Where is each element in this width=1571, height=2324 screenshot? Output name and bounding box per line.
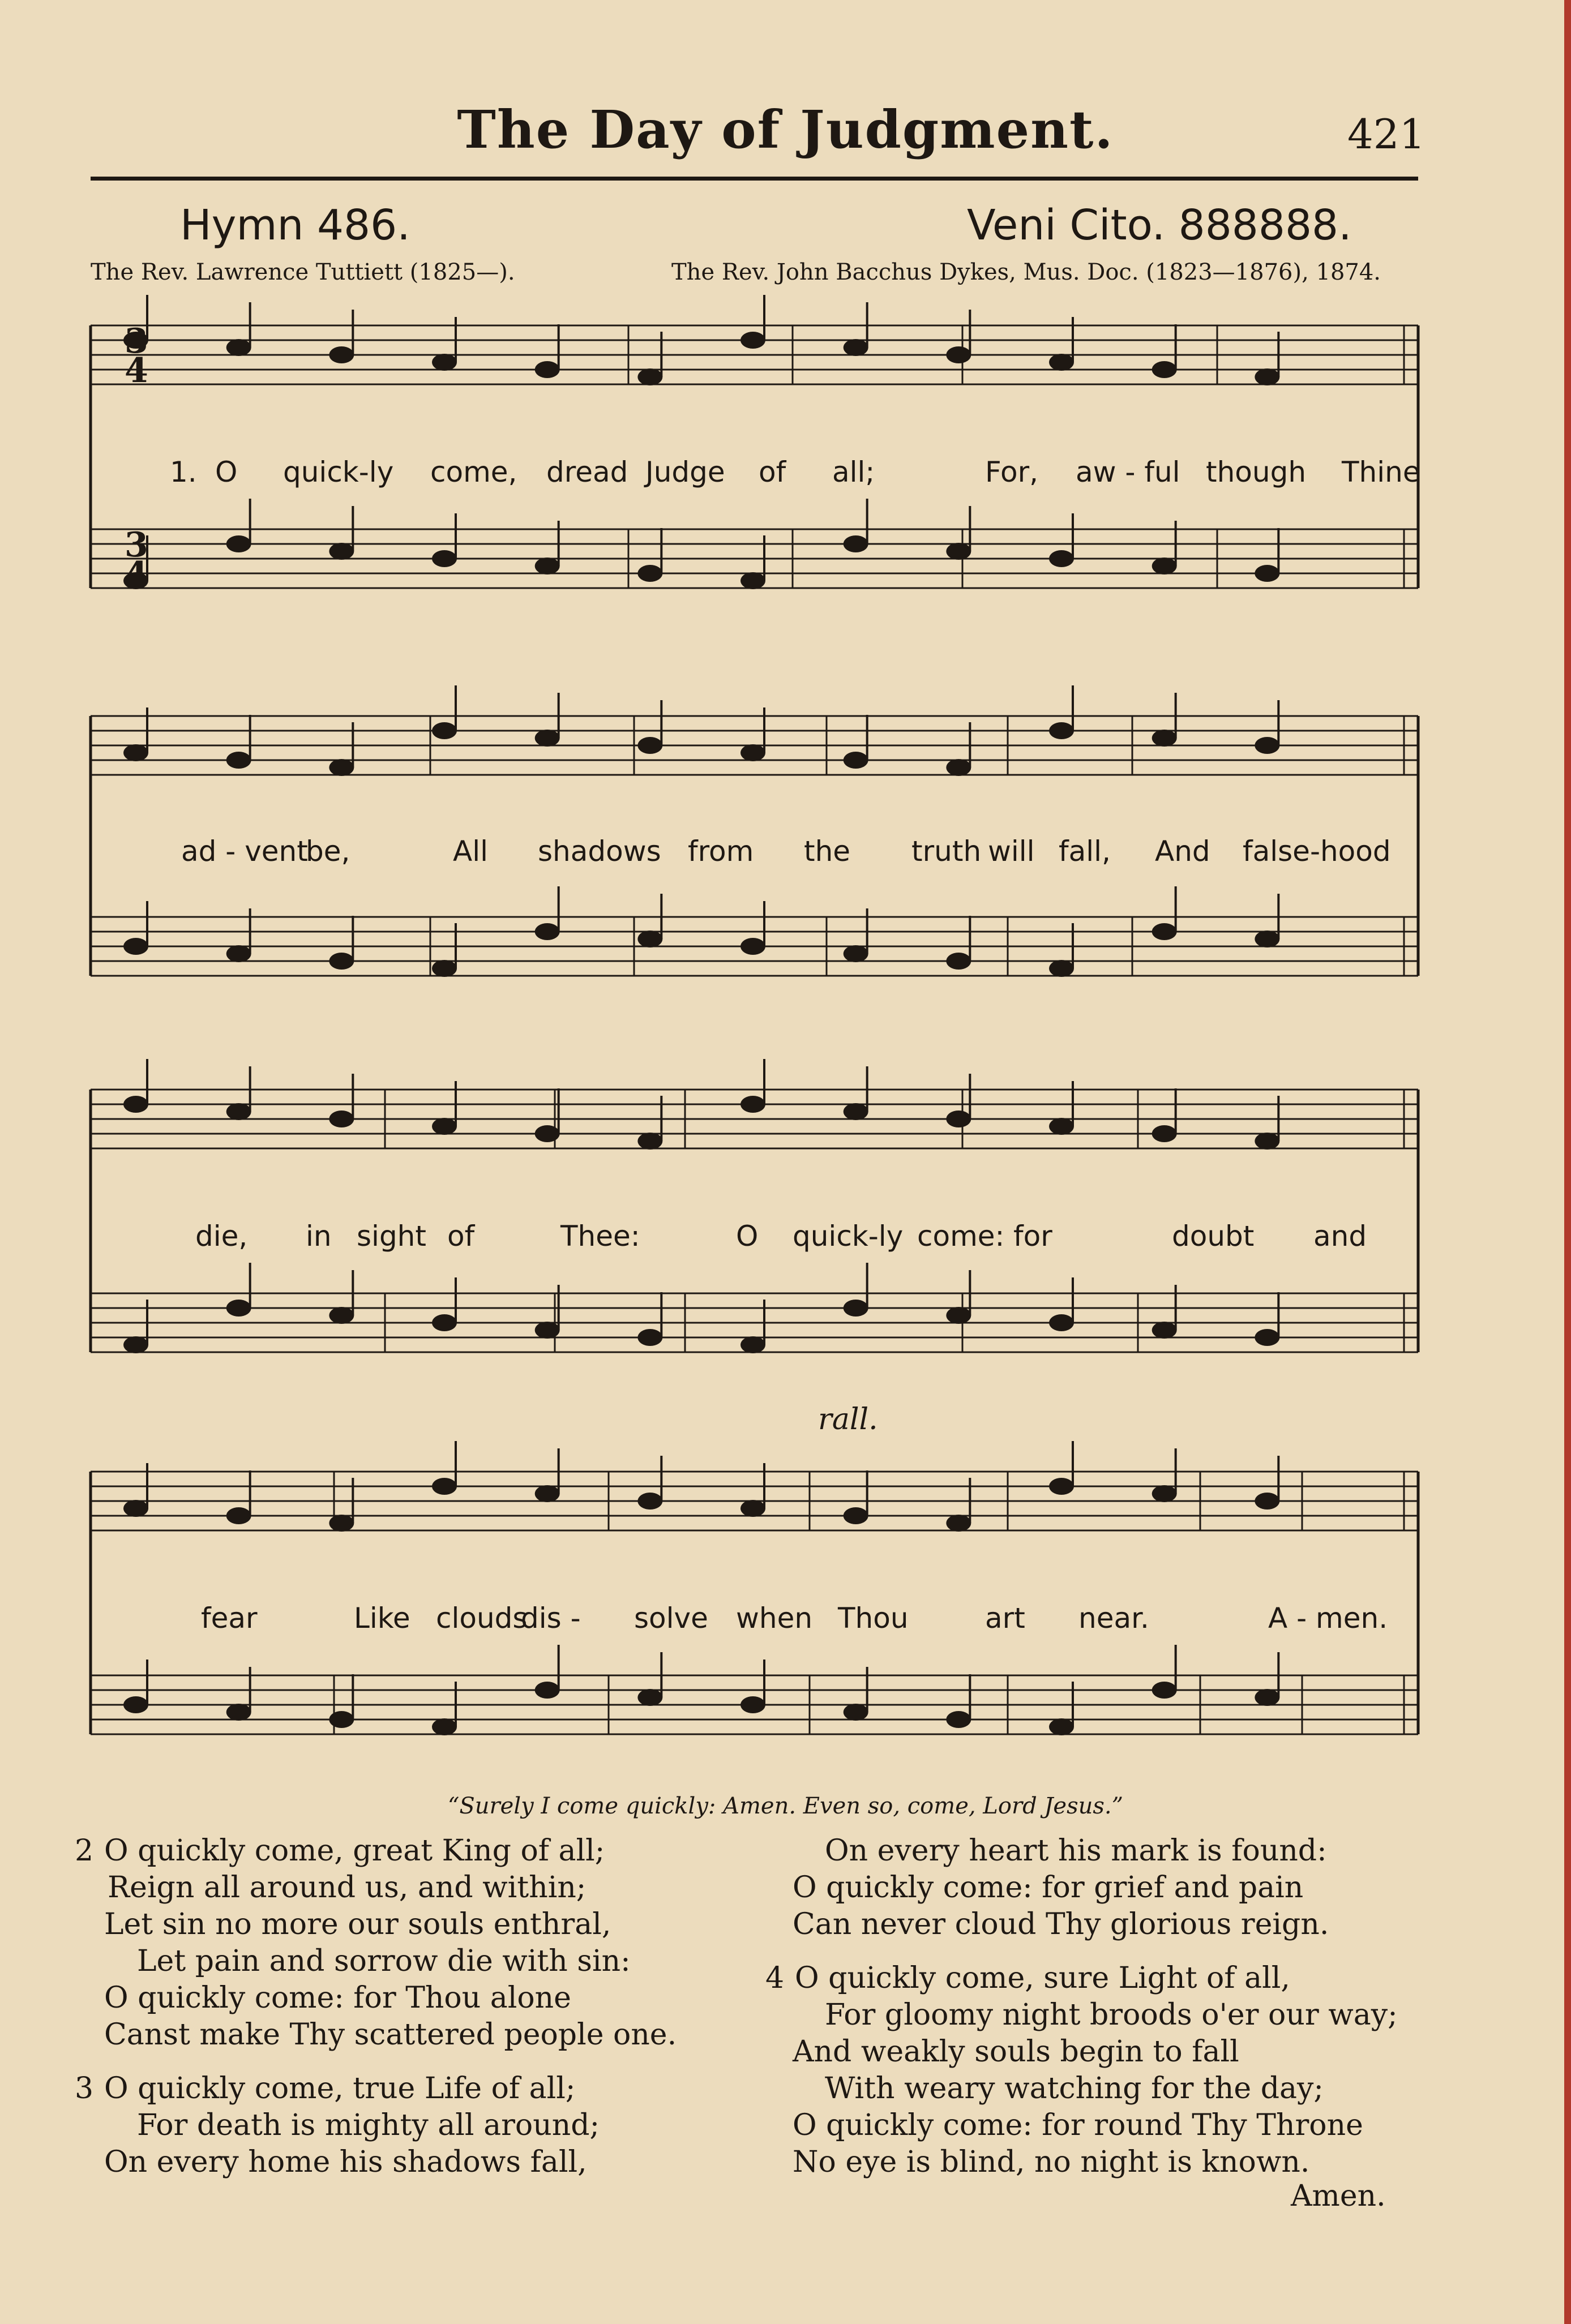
note-head <box>226 1300 251 1317</box>
lyric-syllable: A - men. <box>1268 1602 1388 1635</box>
note-head <box>946 759 971 776</box>
note-head <box>432 1718 457 1735</box>
note-head <box>844 1300 868 1317</box>
note-head <box>844 1103 868 1120</box>
lyric-syllable: truth <box>911 835 982 868</box>
note-head <box>637 1329 662 1346</box>
page-title: The Day of Judgment. <box>457 99 1114 160</box>
note-head <box>946 1110 971 1127</box>
note-head <box>740 1336 765 1353</box>
verse-line: O quickly come: for round Thy Throne <box>793 2108 1363 2142</box>
verse-number: 4 <box>765 1961 785 1995</box>
lyric-syllable: will <box>988 835 1035 868</box>
note-head <box>1049 550 1074 567</box>
time-signature-digit: 3 <box>125 525 148 565</box>
composer-credit: The Rev. John Bacchus Dykes, Mus. Doc. (1823—1876), 1874. <box>671 259 1381 285</box>
time-signature-digit: 3 <box>125 321 148 361</box>
verse-line: With weary watching for the day; <box>825 2072 1324 2106</box>
verses-right-column <box>765 1833 1398 2198</box>
note-head <box>946 1307 971 1324</box>
note-head <box>329 1110 354 1127</box>
lyric-syllable: Judge <box>645 456 725 488</box>
note-head <box>1152 923 1177 940</box>
note-head <box>740 1096 765 1113</box>
note-head <box>329 953 354 970</box>
lyric-syllable: for <box>1013 1220 1052 1253</box>
lyric-syllable: though <box>1206 456 1307 488</box>
lyric-syllable: 1. <box>170 456 197 488</box>
lyric-syllable: sight <box>357 1220 426 1253</box>
note-head <box>123 1336 148 1353</box>
note-head <box>226 945 251 962</box>
note-head <box>946 1711 971 1728</box>
note-head <box>740 744 765 761</box>
note-head <box>637 565 662 582</box>
lyric-syllable: All <box>453 835 488 868</box>
author-credit: The Rev. Lawrence Tuttiett (1825—). <box>91 259 515 285</box>
note-head <box>1255 368 1279 385</box>
note-head <box>535 923 560 940</box>
lyric-syllable: Thine <box>1342 456 1420 488</box>
lyric-syllable: when <box>736 1602 813 1635</box>
verse-line: Reign all around us, and within; <box>108 1871 587 1905</box>
note-head <box>946 1515 971 1532</box>
staff-systems <box>91 325 1418 1734</box>
verse-line: For death is mighty all around; <box>137 2108 600 2142</box>
note-head <box>740 1696 765 1713</box>
lyric-syllable: and <box>1313 1220 1367 1253</box>
note-head <box>226 339 251 356</box>
note-head <box>637 737 662 754</box>
verse-line: No eye is blind, no night is known. <box>793 2145 1310 2179</box>
note-head <box>740 1500 765 1517</box>
note-head <box>1152 361 1177 378</box>
lyric-syllable: fear <box>201 1602 258 1635</box>
verses-left-column <box>75 1833 677 2198</box>
lyric-syllable: die, <box>195 1220 248 1253</box>
lyric-syllable: For, <box>985 456 1039 488</box>
verse-number: 2 <box>75 1834 94 1868</box>
note-head <box>535 558 560 574</box>
note-head <box>329 543 354 560</box>
note-head <box>637 1493 662 1510</box>
note-head <box>535 1322 560 1339</box>
note-head <box>1049 722 1074 739</box>
verse-line: Canst make Thy scattered people one. <box>104 2018 677 2052</box>
note-head <box>432 354 457 371</box>
note-head <box>535 1682 560 1699</box>
note-head <box>946 953 971 970</box>
verse-line: 2 O quickly come, great King of all; <box>75 1833 677 1870</box>
lyric-syllable: dis - <box>521 1602 581 1635</box>
note-head <box>535 730 560 747</box>
verse-line: 3 O quickly come, true Life of all; <box>75 2070 677 2107</box>
note-head <box>226 1507 251 1524</box>
verse-line: And weakly souls begin to fall <box>793 2035 1239 2069</box>
note-head <box>226 535 251 552</box>
verse-line: O quickly come: for grief and pain <box>793 1871 1304 1905</box>
note-head <box>1152 1322 1177 1339</box>
note-head <box>1049 1118 1074 1135</box>
note-head <box>226 1103 251 1120</box>
lyric-syllable: dread <box>546 456 628 488</box>
lyric-syllable: solve <box>634 1602 708 1635</box>
lyric-syllable: O <box>736 1220 759 1253</box>
note-head <box>432 722 457 739</box>
note-head <box>123 1096 148 1113</box>
verse-4 <box>765 1960 1398 2181</box>
closing-amen: Amen. <box>1291 2179 1386 2213</box>
verse-line: Let pain and sorrow die with sin: <box>137 1944 631 1978</box>
note-head <box>1255 1133 1279 1150</box>
lyric-syllable: ad - vent <box>181 835 308 868</box>
note-head <box>1255 1493 1279 1510</box>
note-head <box>1255 1329 1279 1346</box>
note-head <box>1255 737 1279 754</box>
note-head <box>226 1704 251 1721</box>
note-head <box>844 945 868 962</box>
note-head <box>123 1500 148 1517</box>
lyric-syllable: fall, <box>1059 835 1111 868</box>
note-head <box>844 339 868 356</box>
note-head <box>1152 1485 1177 1502</box>
note-head <box>1152 1125 1177 1142</box>
note-head <box>1049 960 1074 977</box>
note-head <box>329 346 354 363</box>
note-head <box>123 744 148 761</box>
lyric-syllable: the <box>804 835 851 868</box>
lyric-syllable: come: <box>917 1220 1005 1253</box>
note-head <box>535 1125 560 1142</box>
note-head <box>226 752 251 769</box>
note-head <box>637 1689 662 1706</box>
epigraph: “Surely I come quickly: Amen. Even so, come, Lord Jesus.” <box>447 1793 1124 1819</box>
note-head <box>432 550 457 567</box>
rall-marking: rall. <box>818 1403 878 1437</box>
lyric-syllable: from <box>688 835 754 868</box>
note-head <box>844 535 868 552</box>
lyric-syllable: O <box>215 456 238 488</box>
note-head <box>1049 1314 1074 1331</box>
time-signature-digit: 4 <box>125 555 148 594</box>
note-head <box>1152 730 1177 747</box>
verse-3 <box>75 2070 677 2181</box>
lyric-syllable: art <box>985 1602 1025 1635</box>
lyric-syllable: Thee: <box>560 1220 640 1253</box>
note-head <box>946 543 971 560</box>
time-signature: 3/4 <box>0 0 1 1</box>
verse-line: On every heart his mark is found: <box>825 1834 1327 1868</box>
note-head <box>432 1478 457 1495</box>
note-heads <box>123 295 1279 1735</box>
lyric-syllable: false-hood <box>1243 835 1391 868</box>
note-head <box>637 1133 662 1150</box>
lyric-syllable: aw - ful <box>1076 456 1180 488</box>
note-head <box>637 368 662 385</box>
note-head <box>535 361 560 378</box>
lyric-syllable: shadows <box>538 835 661 868</box>
tune-name: Veni Cito. 888888. <box>967 201 1352 250</box>
note-head <box>1255 931 1279 947</box>
note-head <box>844 1704 868 1721</box>
lyric-syllable: quick-ly <box>283 456 394 488</box>
verse-number: 3 <box>75 2072 94 2106</box>
lyric-syllable: clouds <box>436 1602 528 1635</box>
note-head <box>329 1307 354 1324</box>
hymn-number: Hymn 486. <box>180 201 410 250</box>
note-head <box>1049 1478 1074 1495</box>
note-head <box>740 332 765 349</box>
verse-line: O quickly come: for Thou alone <box>104 1981 571 2015</box>
lyric-syllable: of <box>759 456 786 488</box>
note-head <box>740 938 765 955</box>
lyric-syllable: doubt <box>1172 1220 1255 1253</box>
note-head <box>1049 1718 1074 1735</box>
verse-3-continued <box>765 1833 1398 1943</box>
verse-line: Can never cloud Thy glorious reign. <box>793 1907 1329 1941</box>
note-head <box>1255 565 1279 582</box>
lyric-syllable: in <box>306 1220 332 1253</box>
note-head <box>329 1711 354 1728</box>
note-head <box>740 572 765 589</box>
note-head <box>535 1485 560 1502</box>
page-number: 421 <box>1347 110 1426 158</box>
note-head <box>432 1314 457 1331</box>
lyric-syllable: be, <box>306 835 350 868</box>
verse-line: For gloomy night broods o'er our way; <box>825 1998 1398 2032</box>
lyric-syllable: And <box>1155 835 1210 868</box>
verse-line: Let sin no more our souls enthral, <box>104 1907 611 1941</box>
note-head <box>844 752 868 769</box>
note-head <box>432 1118 457 1135</box>
note-head <box>123 1696 148 1713</box>
lyric-syllable: of <box>447 1220 475 1253</box>
note-head <box>123 938 148 955</box>
lyric-syllable: quick-ly <box>793 1220 904 1253</box>
note-head <box>1152 1682 1177 1699</box>
note-head <box>844 1507 868 1524</box>
verse-2 <box>75 1833 677 2053</box>
lyric-syllable: Like <box>354 1602 410 1635</box>
note-head <box>329 759 354 776</box>
note-head <box>1049 354 1074 371</box>
note-head <box>329 1515 354 1532</box>
lyric-syllable: Thou <box>838 1602 909 1635</box>
time-signature-digit: 4 <box>125 351 148 391</box>
lyric-syllable: come, <box>430 456 517 488</box>
note-head <box>1152 558 1177 574</box>
note-head <box>637 931 662 947</box>
note-head <box>432 960 457 977</box>
verse-line: 4 O quickly come, sure Light of all, <box>765 1960 1398 1997</box>
verse-line: On every home his shadows fall, <box>104 2145 587 2179</box>
lyric-syllable: near. <box>1078 1602 1149 1635</box>
note-head <box>946 346 971 363</box>
lyric-syllable: all; <box>832 456 875 488</box>
note-head <box>1255 1689 1279 1706</box>
